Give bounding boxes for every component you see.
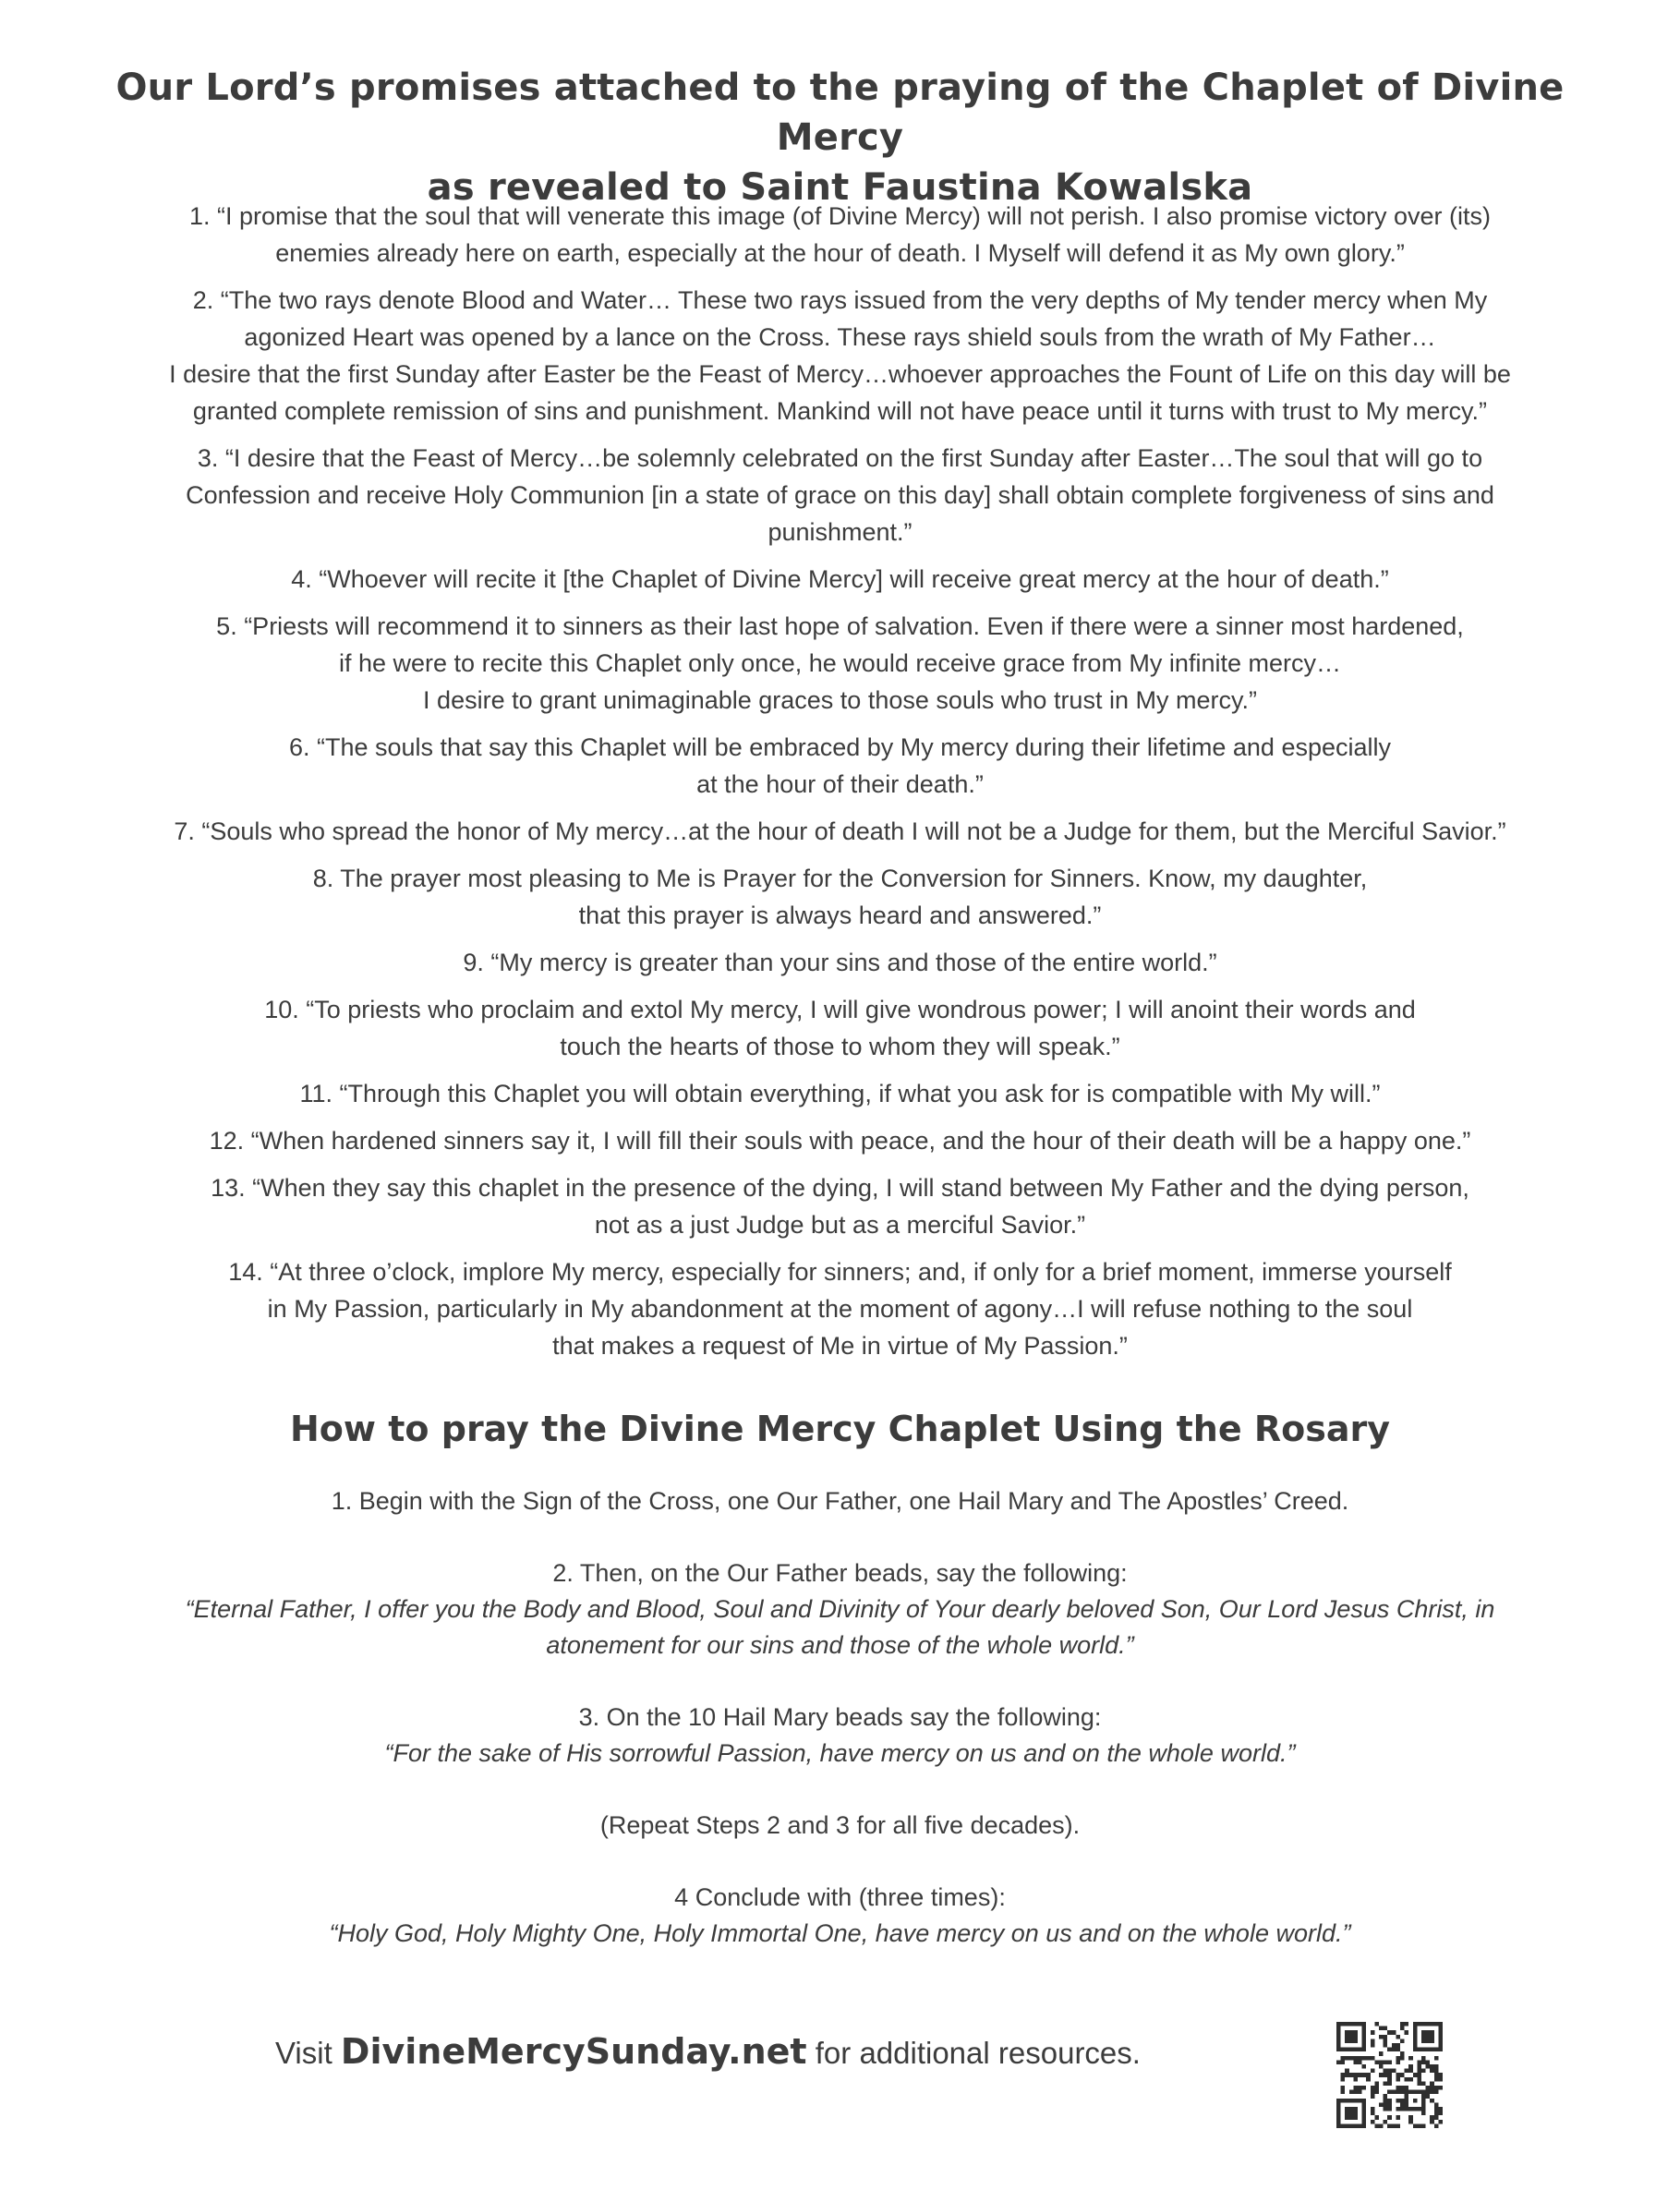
step-4-instruction: 4 Conclude with (three times): (674, 1883, 1006, 1911)
repeat-note (55, 1808, 1625, 1844)
promises-list (55, 198, 1625, 1374)
promise-line: 9. “My mercy is greater than your sins and those of the entire world.” (463, 949, 1217, 976)
promise-5 (55, 608, 1625, 719)
footer-suffix: for additional resources. (806, 2036, 1141, 2070)
howto-title: How to pray the Divine Mercy Chaplet Using the Rosary (290, 1409, 1390, 1449)
promise-line: touch the hearts of those to whom they will speak.” (560, 1033, 1120, 1060)
promise-line: enemies already here on earth, especially at the hour of death. I Myself will defend it as My own glory.” (275, 239, 1405, 267)
step-2-instruction: 2. Then, on the Our Father beads, say the following: (552, 1559, 1128, 1587)
promise-line: 10. “To priests who proclaim and extol My mercy, I will give wondrous power; I will anoint their words and (264, 996, 1416, 1023)
promise-line: at the hour of their death.” (696, 770, 984, 798)
promise-line: 12. “When hardened sinners say it, I will fill their souls with peace, and the hour of their death will be a happy one.” (209, 1127, 1471, 1155)
footer-prefix: Visit (275, 2036, 341, 2070)
promise-3 (55, 440, 1625, 551)
promise-line: 8. The prayer most pleasing to Me is Prayer for the Conversion for Sinners. Know, my daughter, (312, 865, 1368, 892)
promise-line: 14. “At three o’clock, implore My mercy, especially for sinners; and, if only for a brief moment, immerse yourself (228, 1258, 1452, 1286)
step-2-prayer-line-1: “Eternal Father, I offer you the Body and Blood, Soul and Divinity of Your dearly beloved Son, Our Lord Jesus Christ, in (185, 1595, 1495, 1623)
promise-line: 6. “The souls that say this Chaplet will be embraced by My mercy during their lifetime and especially (288, 733, 1392, 761)
step-1-text: 1. Begin with the Sign of the Cross, one Our Father, one Hail Mary and The Apostles’ Creed. (331, 1487, 1349, 1515)
promise-7 (55, 813, 1625, 850)
promise-line: granted complete remission of sins and punishment. Mankind will not have peace until it turns with trust to My mercy.” (192, 397, 1488, 425)
promise-line: 5. “Priests will recommend it to sinners as their last hope of salvation. Even if there were a sinner most hardened, (216, 612, 1464, 640)
promise-line: 7. “Souls who spread the honor of My mercy…at the hour of death I will not be a Judge for them, but the Merciful Savior.” (174, 817, 1506, 845)
promise-line: Confession and receive Holy Communion [in a state of grace on this day] shall obtain complete forgiveness of sins and (186, 481, 1494, 509)
page-title (55, 63, 1625, 212)
qr-code-icon[interactable] (1336, 2022, 1443, 2128)
step-2-prayer-line-2: atonement for our sins and those of the whole world.” (546, 1631, 1134, 1659)
promise-line: that makes a request of Me in virtue of My Passion.” (552, 1332, 1128, 1360)
promise-line: that this prayer is always heard and answered.” (578, 901, 1102, 929)
promise-8 (55, 860, 1625, 934)
promise-9 (55, 944, 1625, 981)
promise-line: 2. “The two rays denote Blood and Water… These two rays issued from the very depths of My tender mercy when My (192, 286, 1488, 314)
promise-6 (55, 729, 1625, 803)
promise-line: I desire to grant unimaginable graces to those souls who trust in My mercy.” (423, 686, 1257, 714)
promise-line: punishment.” (767, 518, 913, 546)
footer-site-link[interactable]: DivineMercySunday.net (340, 2031, 807, 2072)
promise-line: agonized Heart was opened by a lance on the Cross. These rays shield souls from the wrath of My Father… (244, 323, 1436, 351)
page-title-line-2: as revealed to Saint Faustina Kowalska (427, 166, 1253, 209)
promise-10 (55, 991, 1625, 1065)
step-4-prayer: “Holy God, Holy Mighty One, Holy Immortal One, have mercy on us and on the whole world.” (329, 1919, 1351, 1947)
page-title-line-1: Our Lord’s promises attached to the praying of the Chaplet of Divine Mercy (115, 67, 1565, 159)
promise-line: I desire that the first Sunday after Easter be the Feast of Mercy…whoever approaches the Fount of Life on this day will be (169, 360, 1511, 388)
promise-line: 3. “I desire that the Feast of Mercy…be solemnly celebrated on the first Sunday after Easter…The soul that will go to (197, 444, 1483, 472)
promise-2 (55, 282, 1625, 430)
step-1 (55, 1483, 1625, 1519)
promise-12 (55, 1122, 1625, 1159)
promise-line: 13. “When they say this chaplet in the presence of the dying, I will stand between My Father and the dying person, (211, 1174, 1469, 1202)
promise-line: in My Passion, particularly in My abandonment at the moment of agony…I will refuse nothing to the soul (267, 1295, 1413, 1323)
promise-13 (55, 1169, 1625, 1243)
step-4 (55, 1880, 1625, 1952)
steps-list (55, 1483, 1625, 1988)
promise-line: not as a just Judge but as a merciful Savior.” (594, 1211, 1086, 1239)
repeat-note-text: (Repeat Steps 2 and 3 for all five decades). (599, 1811, 1081, 1839)
step-3 (55, 1700, 1625, 1772)
promise-line: 11. “Through this Chaplet you will obtain everything, if what you ask for is compatible with My will.” (299, 1080, 1381, 1107)
promise-line: if he were to recite this Chaplet only once, he would receive grace from My infinite mercy… (339, 649, 1341, 677)
promise-14 (55, 1253, 1625, 1364)
footer (275, 2028, 1199, 2076)
promise-1 (55, 198, 1625, 272)
promise-line: 1. “I promise that the soul that will venerate this image (of Divine Mercy) will not perish. I also promise victory over (its) (189, 202, 1491, 230)
step-3-prayer: “For the sake of His sorrowful Passion, have mercy on us and on the whole world.” (384, 1739, 1296, 1767)
step-3-instruction: 3. On the 10 Hail Mary beads say the following: (578, 1703, 1102, 1731)
promise-4 (55, 561, 1625, 598)
promise-11 (55, 1075, 1625, 1112)
step-2 (55, 1555, 1625, 1664)
promise-line: 4. “Whoever will recite it [the Chaplet of Divine Mercy] will receive great mercy at the hour of death.” (291, 565, 1389, 593)
